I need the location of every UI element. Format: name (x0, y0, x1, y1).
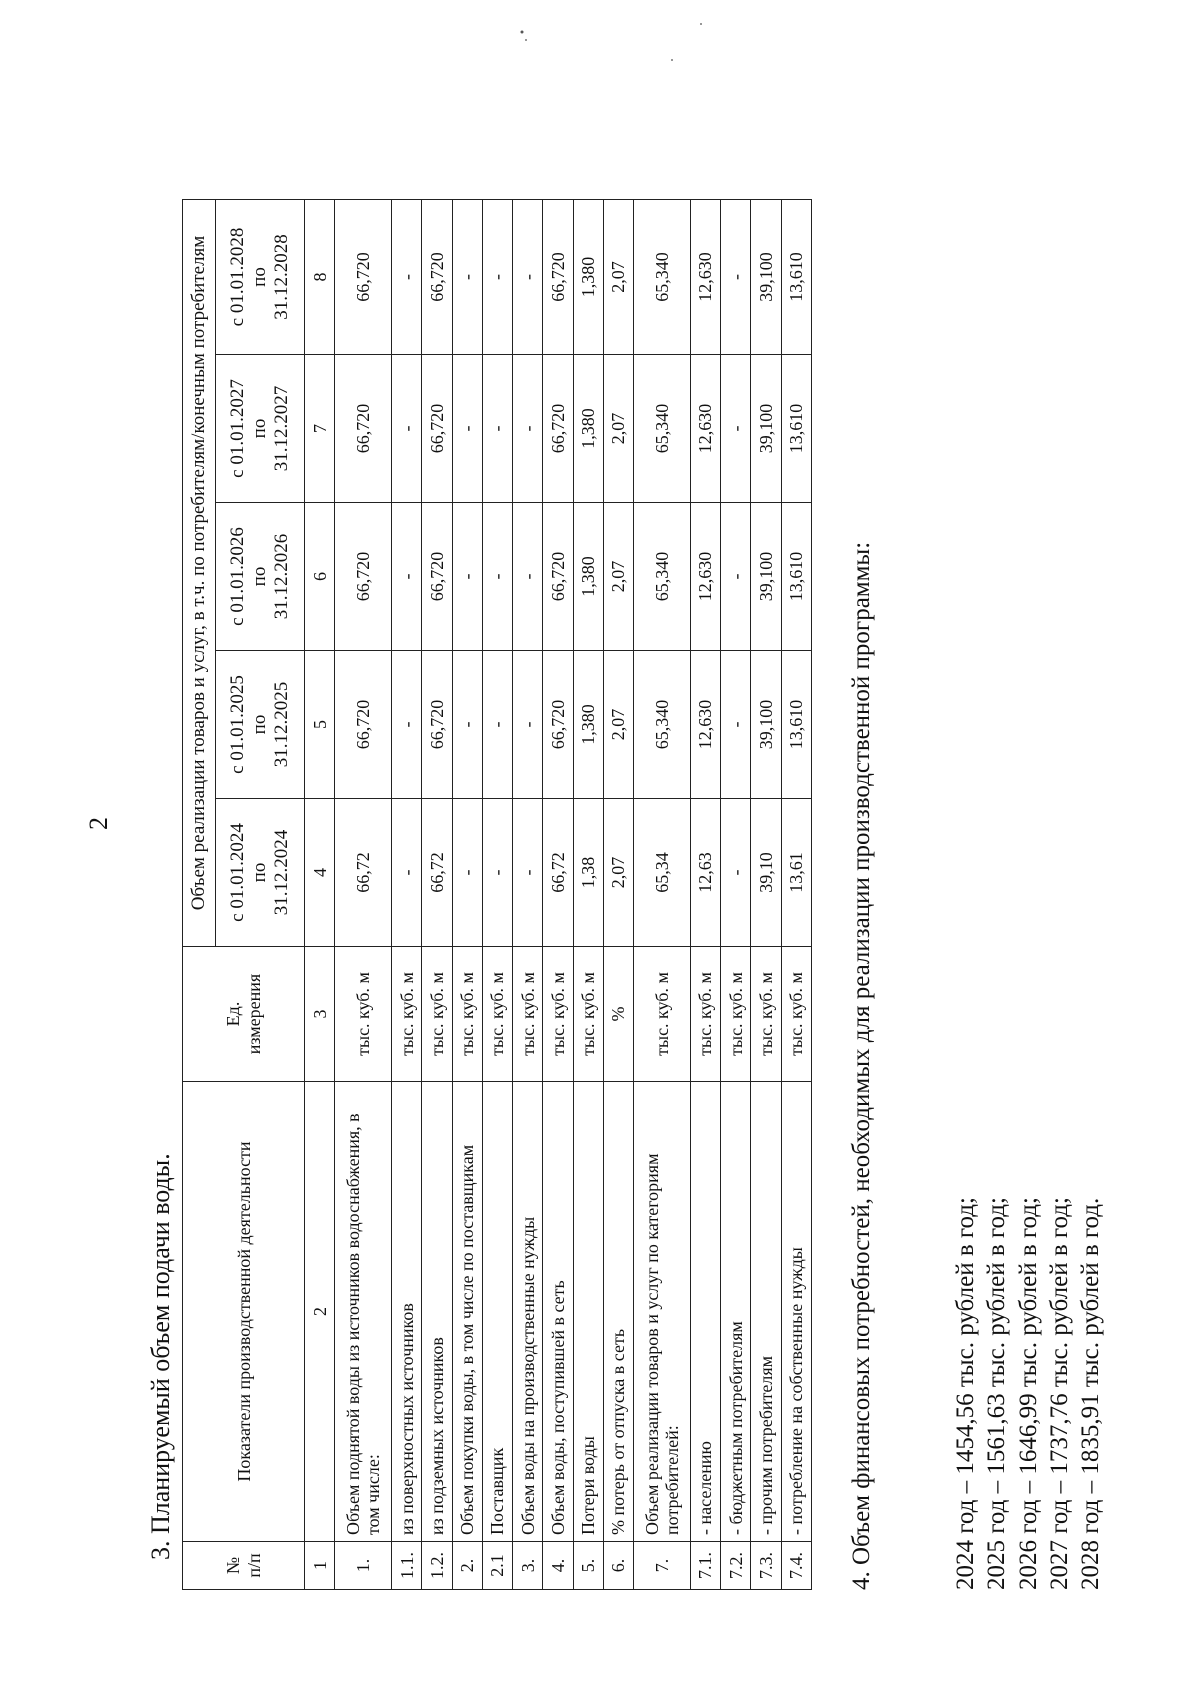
row-indicator-cell: Объем воды на производственные нужды (513, 1082, 543, 1542)
row-value-cell: 66,720 (335, 355, 392, 503)
row-number-cell: 1. (335, 1542, 392, 1590)
row-value-cell: 65,340 (634, 355, 691, 503)
row-number-cell: 2. (452, 1542, 482, 1590)
row-value-cell: 39,100 (751, 651, 781, 799)
page-number: 2 (84, 817, 113, 830)
finance-line: 2024 год – 1454,56 тыс. рублей в год; (952, 1197, 979, 1590)
row-value-cell: 66,72 (422, 799, 452, 947)
header-num (183, 1542, 305, 1590)
row-number-cell: 5. (573, 1542, 603, 1590)
row-unit-cell: тыс. куб. м (482, 947, 512, 1082)
row-number-cell: 7.3. (751, 1542, 781, 1590)
rotated-content (130, 100, 1130, 1660)
row-unit-cell: тыс. куб. м (543, 947, 573, 1082)
row-number-cell: 4. (543, 1542, 573, 1590)
row-unit-cell: тыс. куб. м (392, 947, 422, 1082)
row-unit-cell: тыс. куб. м (452, 947, 482, 1082)
row-value-cell: 2,07 (603, 651, 633, 799)
column-number-cell: 5 (305, 651, 335, 799)
row-number-cell: 1.1. (392, 1542, 422, 1590)
table-row (634, 199, 691, 1589)
column-number-cell: 4 (305, 799, 335, 947)
row-value-cell: 66,720 (335, 503, 392, 651)
row-unit-cell: тыс. куб. м (422, 947, 452, 1082)
row-indicator-cell: - населению (690, 1082, 720, 1542)
row-value-cell: - (513, 503, 543, 651)
row-value-cell: 65,340 (634, 503, 691, 651)
table-row (573, 199, 603, 1589)
header-period-text: с 01.01.2027 по 31.12.2027 (227, 379, 292, 478)
row-value-cell: - (452, 355, 482, 503)
table-row (721, 199, 751, 1589)
table-row (392, 199, 422, 1589)
column-number-cell: 2 (305, 1082, 335, 1542)
header-period (215, 503, 305, 651)
header-period-text: с 01.01.2024 по 31.12.2024 (227, 823, 292, 922)
header-period-text: с 01.01.2028 по 31.12.2028 (227, 227, 292, 327)
finance-line: 2025 год – 1561,63 тыс. рублей в год; (983, 1197, 1011, 1590)
row-value-cell: - (721, 503, 751, 651)
row-value-cell: - (513, 199, 543, 354)
row-indicator-cell: Объем реализации товаров и услуг по категориям потребителей: (634, 1082, 691, 1542)
row-number-cell: 7.4. (781, 1542, 811, 1590)
row-number-cell: 1.2. (422, 1542, 452, 1590)
row-unit-cell: тыс. куб. м (751, 947, 781, 1082)
row-indicator-cell: - потребление на собственные нужды (781, 1082, 811, 1542)
table-column-number-row (305, 199, 335, 1589)
row-number-cell: 2.1 (482, 1542, 512, 1590)
column-number-cell: 8 (305, 199, 335, 354)
row-value-cell: - (513, 799, 543, 947)
row-indicator-cell: Объем покупки воды, в том числе по поставщикам (452, 1082, 482, 1542)
row-indicator-cell: Объем воды, поступившей в сеть (543, 1082, 573, 1542)
row-value-cell: - (513, 355, 543, 503)
row-value-cell: 65,34 (634, 799, 691, 947)
row-value-cell: 66,720 (335, 199, 392, 354)
row-value-cell: - (482, 199, 512, 354)
row-number-cell: 3. (513, 1542, 543, 1590)
row-value-cell: 66,720 (422, 355, 452, 503)
table-row (452, 199, 482, 1589)
table-row (690, 199, 720, 1589)
row-value-cell: 12,630 (690, 651, 720, 799)
header-period (215, 199, 305, 354)
row-value-cell: 66,72 (335, 799, 392, 947)
row-value-cell: 2,07 (603, 199, 633, 354)
header-group (183, 199, 216, 946)
row-value-cell: 66,720 (543, 355, 573, 503)
header-unit (183, 947, 305, 1082)
header-indicator-text: Показатели производственной деятельности (233, 1141, 254, 1482)
row-value-cell: 66,720 (422, 503, 452, 651)
column-number-cell: 3 (305, 947, 335, 1082)
row-value-cell: 2,07 (603, 503, 633, 651)
row-value-cell: 13,610 (781, 503, 811, 651)
row-indicator-cell: Поставщик (482, 1082, 512, 1542)
row-value-cell: - (452, 199, 482, 354)
section-3-title: 3. Планируемый объем подачи воды. (146, 1153, 175, 1560)
row-number-cell: 6. (603, 1542, 633, 1590)
row-value-cell: 1,380 (573, 355, 603, 503)
row-value-cell: 66,720 (543, 199, 573, 354)
row-value-cell: - (721, 199, 751, 354)
row-value-cell: - (392, 355, 422, 503)
row-value-cell: 13,610 (781, 199, 811, 354)
header-period (215, 355, 305, 503)
row-value-cell: 1,38 (573, 799, 603, 947)
row-indicator-cell: из подземных источников (422, 1082, 452, 1542)
header-period-text: с 01.01.2025 по 31.12.2025 (227, 675, 292, 774)
row-value-cell: 12,63 (690, 799, 720, 947)
row-value-cell: - (452, 651, 482, 799)
water-supply-table (182, 199, 812, 1590)
row-unit-cell: % (603, 947, 633, 1082)
row-value-cell: 66,72 (543, 799, 573, 947)
row-value-cell: - (721, 651, 751, 799)
row-indicator-cell: Объем поднятой воды из источников водоснабжения, в том числе: (335, 1082, 392, 1542)
row-indicator-cell: Потери воды (573, 1082, 603, 1542)
table-row (513, 199, 543, 1589)
row-value-cell: - (482, 355, 512, 503)
table-row (422, 199, 452, 1589)
row-unit-cell: тыс. куб. м (513, 947, 543, 1082)
row-value-cell: - (482, 503, 512, 651)
table-row (335, 199, 392, 1589)
row-value-cell: 66,720 (335, 651, 392, 799)
column-number-cell: 6 (305, 503, 335, 651)
row-indicator-cell: % потерь от отпуска в сеть (603, 1082, 633, 1542)
row-value-cell: 66,720 (422, 651, 452, 799)
row-value-cell: - (452, 799, 482, 947)
row-value-cell: - (452, 503, 482, 651)
row-value-cell: - (392, 503, 422, 651)
row-value-cell: - (721, 355, 751, 503)
row-value-cell: 12,630 (690, 355, 720, 503)
table-header-row (183, 199, 216, 1589)
row-value-cell: - (392, 199, 422, 354)
row-value-cell: 66,720 (422, 199, 452, 354)
row-value-cell: 1,380 (573, 199, 603, 354)
row-value-cell: - (721, 799, 751, 947)
row-value-cell: - (513, 651, 543, 799)
row-value-cell: 39,100 (751, 503, 781, 651)
row-value-cell: 12,630 (690, 503, 720, 651)
header-num-text: № п/п (223, 1553, 264, 1578)
row-number-cell: 7.1. (690, 1542, 720, 1590)
row-indicator-cell: из поверхностных источников (392, 1082, 422, 1542)
table-row (751, 199, 781, 1589)
finance-line: 2026 год – 1646,99 тыс. рублей в год; (1014, 1197, 1042, 1590)
table-row (781, 199, 811, 1589)
column-number-cell: 1 (305, 1542, 335, 1590)
row-unit-cell: тыс. куб. м (781, 947, 811, 1082)
row-number-cell: 7. (634, 1542, 691, 1590)
row-value-cell: 66,720 (543, 503, 573, 651)
row-value-cell: - (392, 799, 422, 947)
row-value-cell: 1,380 (573, 651, 603, 799)
row-value-cell: 39,100 (751, 355, 781, 503)
table-row (543, 199, 573, 1589)
row-value-cell: 65,340 (634, 651, 691, 799)
row-unit-cell: тыс. куб. м (690, 947, 720, 1082)
row-unit-cell: тыс. куб. м (335, 947, 392, 1082)
row-value-cell: - (392, 651, 422, 799)
finance-list (950, 1197, 1106, 1590)
header-group-text: Объем реализации товаров и услуг, в т.ч. по потребителям/конечным потребителям (187, 235, 209, 911)
table-row (603, 199, 633, 1589)
row-value-cell: 13,610 (781, 651, 811, 799)
row-value-cell: 13,610 (781, 355, 811, 503)
header-period (215, 651, 305, 799)
row-value-cell: 12,630 (690, 199, 720, 354)
section-4-title: 4. Объем финансовых потребностей, необходимых для реализации производственной программы: (848, 541, 875, 1590)
finance-line: 2028 год – 1835,91 тыс. рублей в год. (1077, 1197, 1104, 1590)
row-unit-cell: тыс. куб. м (721, 947, 751, 1082)
header-indicator (183, 1082, 305, 1542)
header-period-text: с 01.01.2026 по 31.12.2026 (227, 527, 292, 626)
row-indicator-cell: - прочим потребителям (751, 1082, 781, 1542)
row-value-cell: 39,10 (751, 799, 781, 947)
row-indicator-cell: - бюджетным потребителям (721, 1082, 751, 1542)
table-row (482, 199, 512, 1589)
row-unit-cell: тыс. куб. м (573, 947, 603, 1082)
row-value-cell: 2,07 (603, 799, 633, 947)
row-unit-cell: тыс. куб. м (634, 947, 691, 1082)
row-value-cell: 65,340 (634, 199, 691, 354)
column-number-cell: 7 (305, 355, 335, 503)
finance-line: 2027 год – 1737,76 тыс. рублей в год; (1045, 1197, 1073, 1590)
row-value-cell: 1,380 (573, 503, 603, 651)
row-value-cell: - (482, 651, 512, 799)
row-value-cell: 66,720 (543, 651, 573, 799)
row-value-cell: 13,61 (781, 799, 811, 947)
row-value-cell: 39,100 (751, 199, 781, 354)
row-number-cell: 7.2. (721, 1542, 751, 1590)
header-unit-text: Ед. измерения (223, 973, 264, 1055)
row-value-cell: 2,07 (603, 355, 633, 503)
row-value-cell: - (482, 799, 512, 947)
header-period (215, 799, 305, 947)
